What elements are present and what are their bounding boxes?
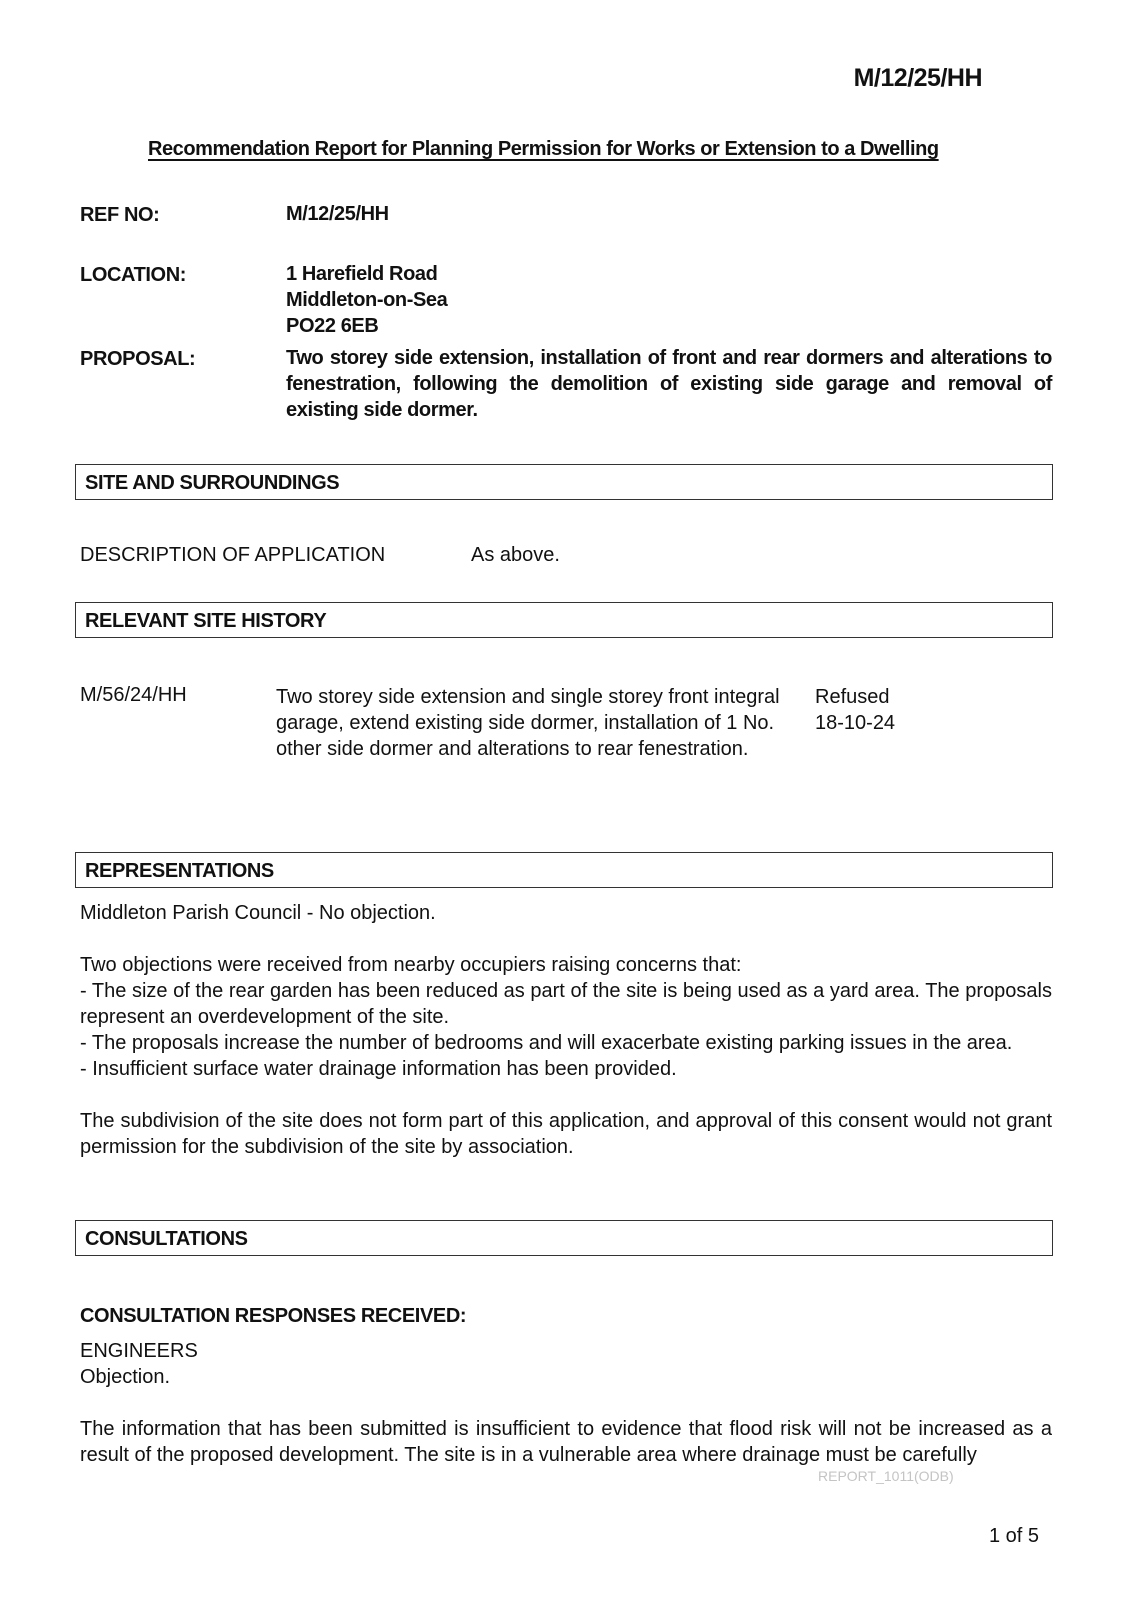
consultation-responses-heading: CONSULTATION RESPONSES RECEIVED:: [80, 1305, 467, 1327]
history-date: 18-10-24: [815, 712, 896, 734]
consultee-name: ENGINEERS: [80, 1340, 198, 1362]
location-line-2: Middleton-on-Sea: [286, 289, 448, 311]
location-label: LOCATION:: [80, 264, 187, 286]
objection-point: - The proposals increase the number of bedrooms and will exacerbate existing parking issues in the area.: [80, 1032, 1013, 1054]
location-line-3: PO22 6EB: [286, 315, 379, 337]
section-site-and-surroundings: SITE AND SURROUNDINGS: [75, 464, 1053, 500]
page-number: 1 of 5: [989, 1525, 1040, 1547]
description-value: As above.: [471, 544, 560, 566]
consultee-response: Objection.: [80, 1366, 171, 1388]
consultation-body: [80, 1338, 1052, 1468]
location-line-1: 1 Harefield Road: [286, 263, 438, 285]
header-ref-code: M/12/25/HH: [853, 64, 982, 92]
location-value: [286, 261, 447, 339]
proposal-label: PROPOSAL:: [80, 348, 196, 370]
representations-body: [80, 900, 1052, 1160]
history-decision: Refused: [815, 686, 890, 708]
objections-intro: Two objections were received from nearby occupiers raising concerns that:: [80, 954, 742, 976]
ref-value: M/12/25/HH: [286, 203, 389, 225]
proposal-text: Two storey side extension, installation of front and rear dormers and alterations to fenestration, following the demolition of existing side garage and removal of existing side dormer.: [286, 347, 1052, 421]
report-title: Recommendation Report for Planning Permission for Works or Extension to a Dwelling: [148, 138, 939, 160]
ref-label: REF NO:: [80, 204, 160, 226]
objection-point: - The size of the rear garden has been reduced as part of the site is being used as a yard area. The proposals represent an overdevelopment of the site.: [80, 980, 1052, 1028]
section-representations: REPRESENTATIONS: [75, 852, 1053, 888]
objection-point: - Insufficient surface water drainage information has been provided.: [80, 1058, 677, 1080]
history-status: [815, 684, 895, 736]
history-description: Two storey side extension and single storey front integral garage, extend existing side dormer, installation of 1 No. other side dormer and alterations to rear fenestration.: [276, 686, 780, 760]
section-consultations: CONSULTATIONS: [75, 1220, 1053, 1256]
report-code: REPORT_1011(ODB): [818, 1468, 954, 1484]
section-relevant-site-history: RELEVANT SITE HISTORY: [75, 602, 1053, 638]
description-label: DESCRIPTION OF APPLICATION: [80, 544, 386, 566]
consultee-detail: The information that has been submitted is insufficient to evidence that flood risk will not be increased as a result of the proposed development. The site is in a vulnerable area where drainage must be carefully: [80, 1418, 1052, 1466]
subdivision-note: The subdivision of the site does not form part of this application, and approval of this consent would not grant permission for the subdivision of the site by association.: [80, 1110, 1052, 1158]
parish-response: Middleton Parish Council - No objection.: [80, 902, 436, 924]
history-ref: M/56/24/HH: [80, 684, 187, 706]
